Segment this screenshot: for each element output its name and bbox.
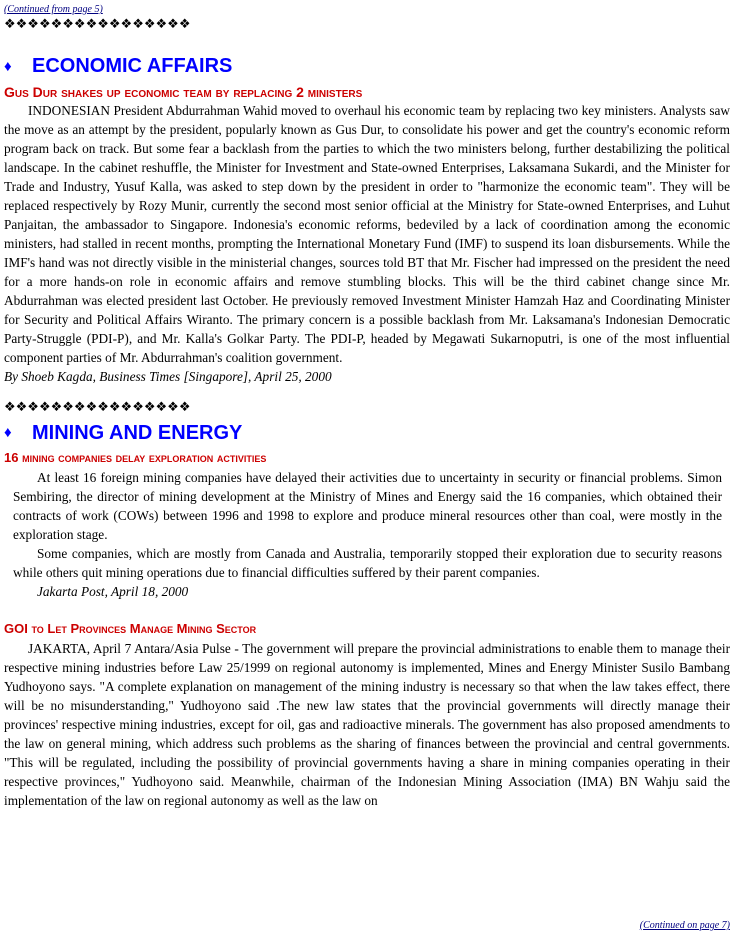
article bbox=[4, 449, 730, 601]
continued-from-link[interactable]: (Continued from page 5) bbox=[4, 4, 103, 15]
article-byline: By Shoeb Kagda, Business Times [Singapore], April 25, 2000 bbox=[4, 368, 332, 384]
ornament-divider: ❖❖❖❖❖❖❖❖❖❖❖❖❖❖❖❖ bbox=[4, 399, 191, 415]
article-paragraph: At least 16 foreign mining companies have delayed their activities due to uncertainty in security or financial problems. Simon Sembiring, the director of mining development at the Ministry of Mines and Energy said the 16 companies, which obtained their contracts of work (COWs) between 1996 and 1998 to explore and produce mineral resources other than coal, were mostly in the exploration stage. bbox=[13, 470, 722, 543]
ornament-divider: ❖❖❖❖❖❖❖❖❖❖❖❖❖❖❖❖ bbox=[4, 17, 191, 32]
article-paragraph: JAKARTA, April 7 Antara/Asia Pulse - The government will prepare the provincial administrations to enable them to manage their respective mining industries before Law 25/1999 on regional autonomy is implemented, Mines and Energy Minister Susilo Bambang Yudhoyono says. "A complete explanation on management of the mining industry is necessary so that when the law takes effect, there will be no misunderstanding," Yudhoyono said .The new law states that the provincial governments will directly manage their provinces' respective mining industries, except for oil, gas and radioactive minerals. The government has also proposed amendments to the law on general mining, which address such problems as the sharing of finances between the provincial and central governments. "This will be regulated, including the possibility of provincial governments having a share in mining companies operating in their respective provinces," Yudhoyono said. Meanwhile, chairman of the Indonesian Mining Association (IMA) BN Wahju said the implementation of the law on regional autonomy as well as the law on bbox=[4, 641, 730, 809]
continued-on-link[interactable]: (Continued on page 7) bbox=[639, 920, 730, 931]
article bbox=[4, 83, 730, 386]
article-paragraph: Some companies, which are mostly from Canada and Australia, temporarily stopped their exploration due to security reasons while others quit mining operations due to financial difficulties suffered by their parent companies. bbox=[13, 546, 722, 581]
article-title: Gus Dur shakes up economic team by replacing 2 ministers bbox=[4, 83, 363, 100]
article-byline: Jakarta Post, April 18, 2000 bbox=[37, 584, 189, 600]
article-title: 16 mining companies delay exploration activities bbox=[4, 450, 267, 466]
section-mining-and-energy bbox=[4, 421, 730, 811]
newsletter-page bbox=[4, 4, 730, 810]
section-heading bbox=[4, 421, 730, 446]
section-heading bbox=[4, 54, 730, 79]
section-heading-text: MINING AND ENERGY bbox=[32, 421, 243, 444]
article-paragraph: INDONESIAN President Abdurrahman Wahid moved to overhaul his economic team by replacing two key ministers. Analysts saw the move as an attempt by the president, popularly known as Gus Dur, to consolidate his power and get the country's economic reform program back on track. But some fear a backlash from the parties to which the two ministers belong, further destabilizing the political landscape. In the cabinet reshuffle, the Minister for Investment and State-owned Enterprises, Laksamana Sukardi, and the Minister for Trade and Industry, Yusuf Kalla, was asked to step down by the president in order to "harmonize the economic team". They will be replaced respectively by Rozy Munir, currently the second most senior official at the Ministry for State-owned Enterprises, and Luhut Panjaitan, the ambassador to Singapore. Indonesia's economic reforms, bedeviled by a lack of coordination among the economic ministers, had stalled in recent months, prompting the International Monetary Fund (IMF) to suspend its loan disbursements. While the IMF's hand was not directly visible in the ministerial changes, sources told BT that Mr. Fischer had impressed on the president the need for a more hands-on role in economic affairs and remove stumbling blocks. This will be the third cabinet change since Mr. Abdurrahman was elected president last October. He previously removed Investment Minister Hamzah Haz and Coordinating Minister for Security and Political Affairs Wiranto. The primary concern is a possible backlash from Mr. Laksamana's Indonesian Democratic Party-Struggle (PDI-P), and Mr. Kalla's Golkar Party. The PDI-P, headed by Megawati Sukarnoputri, is one of the most influential component parties of Mr. Abdurrahman's coalition government. bbox=[4, 102, 730, 365]
article-title: GOI to Let Provinces Manage Mining Sector bbox=[4, 621, 257, 637]
section-economic-affairs bbox=[4, 54, 730, 386]
section-heading-text: ECONOMIC AFFAIRS bbox=[32, 55, 233, 77]
article bbox=[4, 620, 730, 810]
diamond-bullet-icon: ♦ bbox=[4, 424, 12, 442]
diamond-bullet-icon: ♦ bbox=[4, 57, 12, 75]
